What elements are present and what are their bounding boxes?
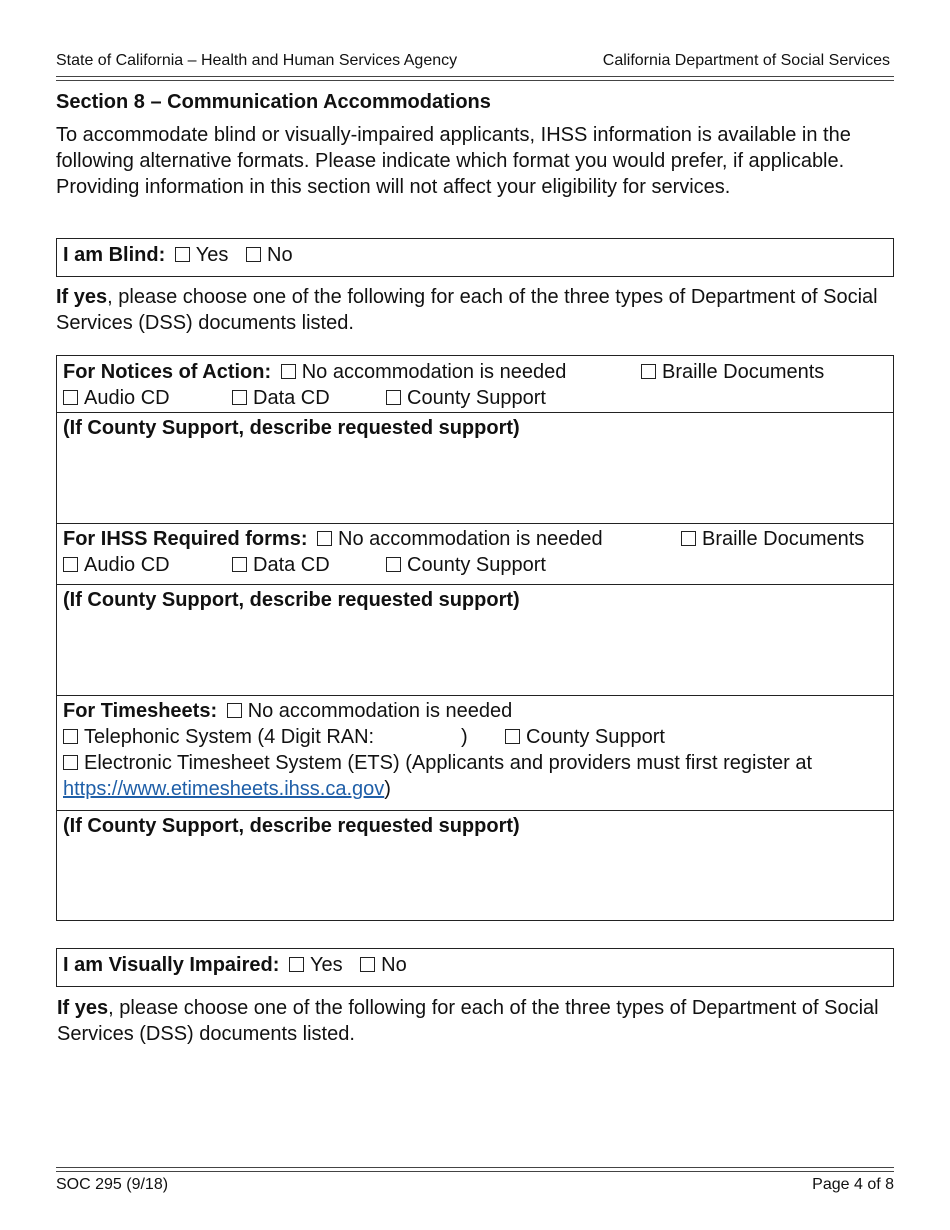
notices-county-checkbox[interactable] xyxy=(386,390,401,405)
footer-rule xyxy=(56,1167,894,1172)
timesheets-telephonic-option[interactable]: Telephonic System (4 Digit RAN: xyxy=(63,724,374,750)
forms-describe-label: (If County Support, describe requested support) xyxy=(63,589,520,611)
timesheets-describe-label: (If County Support, describe requested support) xyxy=(63,815,520,837)
timesheets-county-checkbox[interactable] xyxy=(505,729,520,744)
notices-audio-option[interactable]: Audio CD xyxy=(63,385,170,411)
blind-ifyes-instructions: If yes, please choose one of the following for each of the three types of Department of Social Services (DSS) documents listed. xyxy=(56,286,878,334)
notices-braille-checkbox[interactable] xyxy=(641,364,656,379)
timesheets-ets-option[interactable]: Electronic Timesheet System (ETS) (Applicants and providers must first register at xyxy=(63,750,812,776)
timesheets-row xyxy=(57,695,893,811)
blind-yes-checkbox[interactable] xyxy=(175,247,190,262)
notices-describe-label: (If County Support, describe requested support) xyxy=(63,417,520,439)
blind-yes-option[interactable]: Yes xyxy=(175,242,229,268)
forms-braille-option[interactable]: Braille Documents xyxy=(681,526,864,552)
forms-audio-option[interactable]: Audio CD xyxy=(63,552,170,578)
notices-braille-option[interactable]: Braille Documents xyxy=(641,359,824,385)
timesheets-ran-close: ) xyxy=(461,726,468,748)
timesheets-ets-checkbox[interactable] xyxy=(63,755,78,770)
impaired-no-checkbox[interactable] xyxy=(360,957,375,972)
timesheets-no-accommodation-option[interactable]: No accommodation is needed xyxy=(227,698,513,724)
blind-label: I am Blind: xyxy=(63,244,166,266)
forms-row xyxy=(57,523,893,585)
ets-link-close: ) xyxy=(384,778,391,800)
blind-no-checkbox[interactable] xyxy=(246,247,261,262)
impaired-yes-checkbox[interactable] xyxy=(289,957,304,972)
header-agency: State of California – Health and Human Services Agency xyxy=(56,52,458,69)
forms-describe-area[interactable] xyxy=(57,584,893,696)
notices-label: For Notices of Action: xyxy=(63,361,272,383)
notices-county-option[interactable]: County Support xyxy=(386,385,546,411)
timesheets-no-accommodation-checkbox[interactable] xyxy=(227,703,242,718)
forms-no-accommodation-checkbox[interactable] xyxy=(317,531,332,546)
notices-row xyxy=(57,359,893,413)
forms-county-option[interactable]: County Support xyxy=(386,552,546,578)
forms-label: For IHSS Required forms: xyxy=(63,528,308,550)
section-title: Section 8 – Communication Accommodations xyxy=(56,91,491,113)
impaired-question-box xyxy=(56,948,894,987)
timesheets-label: For Timesheets: xyxy=(63,700,218,722)
timesheets-telephonic-checkbox[interactable] xyxy=(63,729,78,744)
impaired-label: I am Visually Impaired: xyxy=(63,954,280,976)
blind-question-box xyxy=(56,238,894,277)
section-intro: To accommodate blind or visually-impaired applicants, IHSS information is available in the following alternative formats. Please indicate which format you would prefer, if applicable. Providing information in this section will not affect your eligibility for services. xyxy=(56,124,851,198)
ets-registration-link[interactable]: https://www.etimesheets.ihss.ca.gov xyxy=(63,778,385,800)
page-number: Page 4 of 8 xyxy=(812,1176,894,1193)
form-number: SOC 295 (9/18) xyxy=(56,1176,169,1193)
forms-county-checkbox[interactable] xyxy=(386,557,401,572)
forms-audio-checkbox[interactable] xyxy=(63,557,78,572)
forms-no-accommodation-option[interactable]: No accommodation is needed xyxy=(317,526,603,552)
header-department: California Department of Social Services xyxy=(602,52,890,69)
timesheets-describe-area[interactable] xyxy=(57,810,893,920)
forms-braille-checkbox[interactable] xyxy=(681,531,696,546)
impaired-ifyes-instructions: If yes, please choose one of the following for each of the three types of Department of Social Services (DSS) documents listed. xyxy=(57,997,879,1045)
notices-data-option[interactable]: Data CD xyxy=(232,385,330,411)
timesheets-county-option[interactable]: County Support xyxy=(505,724,665,750)
notices-no-accommodation-checkbox[interactable] xyxy=(281,364,296,379)
notices-data-checkbox[interactable] xyxy=(232,390,247,405)
blind-no-option[interactable]: No xyxy=(246,242,293,268)
impaired-no-option[interactable]: No xyxy=(360,952,407,978)
forms-data-option[interactable]: Data CD xyxy=(232,552,330,578)
notices-describe-area[interactable] xyxy=(57,412,893,524)
accommodations-grid xyxy=(56,355,894,921)
impaired-yes-option[interactable]: Yes xyxy=(289,952,343,978)
forms-data-checkbox[interactable] xyxy=(232,557,247,572)
header-rule xyxy=(56,76,894,81)
notices-audio-checkbox[interactable] xyxy=(63,390,78,405)
notices-no-accommodation-option[interactable]: No accommodation is needed xyxy=(281,359,567,385)
